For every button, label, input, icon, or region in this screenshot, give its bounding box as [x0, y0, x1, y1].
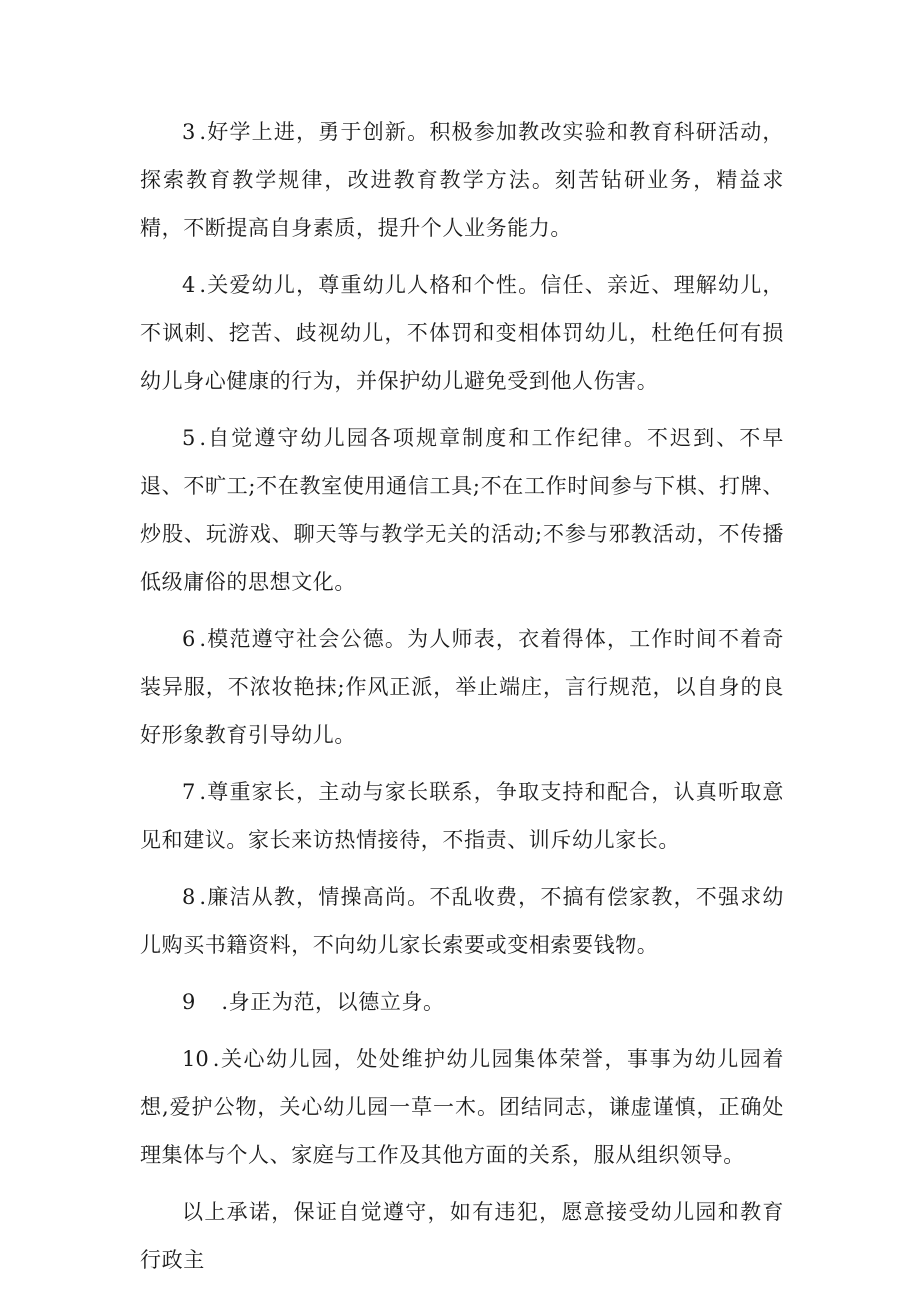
paragraph-item-5 [140, 414, 784, 606]
paragraph-text: .模范遵守社会公德。为人师表，衣着得体，工作时间不着奇装异服，不浓妆艳抹;作风正派，举止端庄，言行规范，以自身的良好形象教育引导幼儿。 [140, 627, 784, 747]
item-number: 10 [182, 1047, 209, 1071]
paragraph-text: .好学上进，勇于创新。积极参加教改实验和教育科研活动，探索教育教学规律，改进教育教学方法。刻苦钻研业务，精益求精，不断提高自身素质，提升个人业务能力。 [140, 120, 784, 240]
paragraph-text: .自觉遵守幼儿园各项规章制度和工作纪律。不迟到、不早退、不旷工;不在教室使用通信工具;不在工作时间参与下棋、打牌、炒股、玩游戏、聊天等与教学无关的活动;不参与邪教活动，不传播低级庸俗的思想文化。 [140, 426, 784, 594]
document-page [140, 108, 784, 1293]
item-number: 8 [182, 885, 196, 909]
paragraph-text: .身正为范，以德立身。 [221, 990, 445, 1014]
item-number: 9 [182, 990, 196, 1014]
paragraph-item-6 [140, 615, 784, 759]
item-number: 3 [182, 120, 196, 144]
paragraph-text: .关爱幼儿，尊重幼儿人格和个性。信任、亲近、理解幼儿，不讽刺、挖苦、歧视幼儿，不体罚和变相体罚幼儿，杜绝任何有损幼儿身心健康的行为，并保护幼儿避免受到他人伤害。 [140, 273, 784, 393]
paragraph-item-10 [140, 1035, 784, 1179]
paragraph-text: .尊重家长，主动与家长联系，争取支持和配合，认真听取意见和建议。家长来访热情接待，不指责、训斥幼儿家长。 [140, 780, 784, 852]
paragraph-item-7 [140, 768, 784, 864]
paragraph-text: 以上承诺，保证自觉遵守，如有违犯，愿意接受幼儿园和教育行政主 [140, 1200, 784, 1272]
item-number: 7 [182, 780, 196, 804]
paragraph-item-9 [140, 978, 784, 1026]
paragraph-text: .关心幼儿园，处处维护幼儿园集体荣誉，事事为幼儿园着想,爱护公物，关心幼儿园一草一木。团结同志，谦虚谨慎，正确处理集体与个人、家庭与工作及其他方面的关系，服从组织领导。 [140, 1047, 784, 1167]
item-number: 5 [182, 426, 196, 450]
paragraph-item-4 [140, 261, 784, 405]
item-number: 6 [182, 627, 196, 651]
item-number: 4 [182, 273, 196, 297]
closing-paragraph [140, 1188, 784, 1284]
paragraph-item-8 [140, 873, 784, 969]
paragraph-item-3 [140, 108, 784, 252]
paragraph-text: .廉洁从教，情操高尚。不乱收费，不搞有偿家教，不强求幼儿购买书籍资料，不向幼儿家长索要或变相索要钱物。 [140, 885, 784, 957]
